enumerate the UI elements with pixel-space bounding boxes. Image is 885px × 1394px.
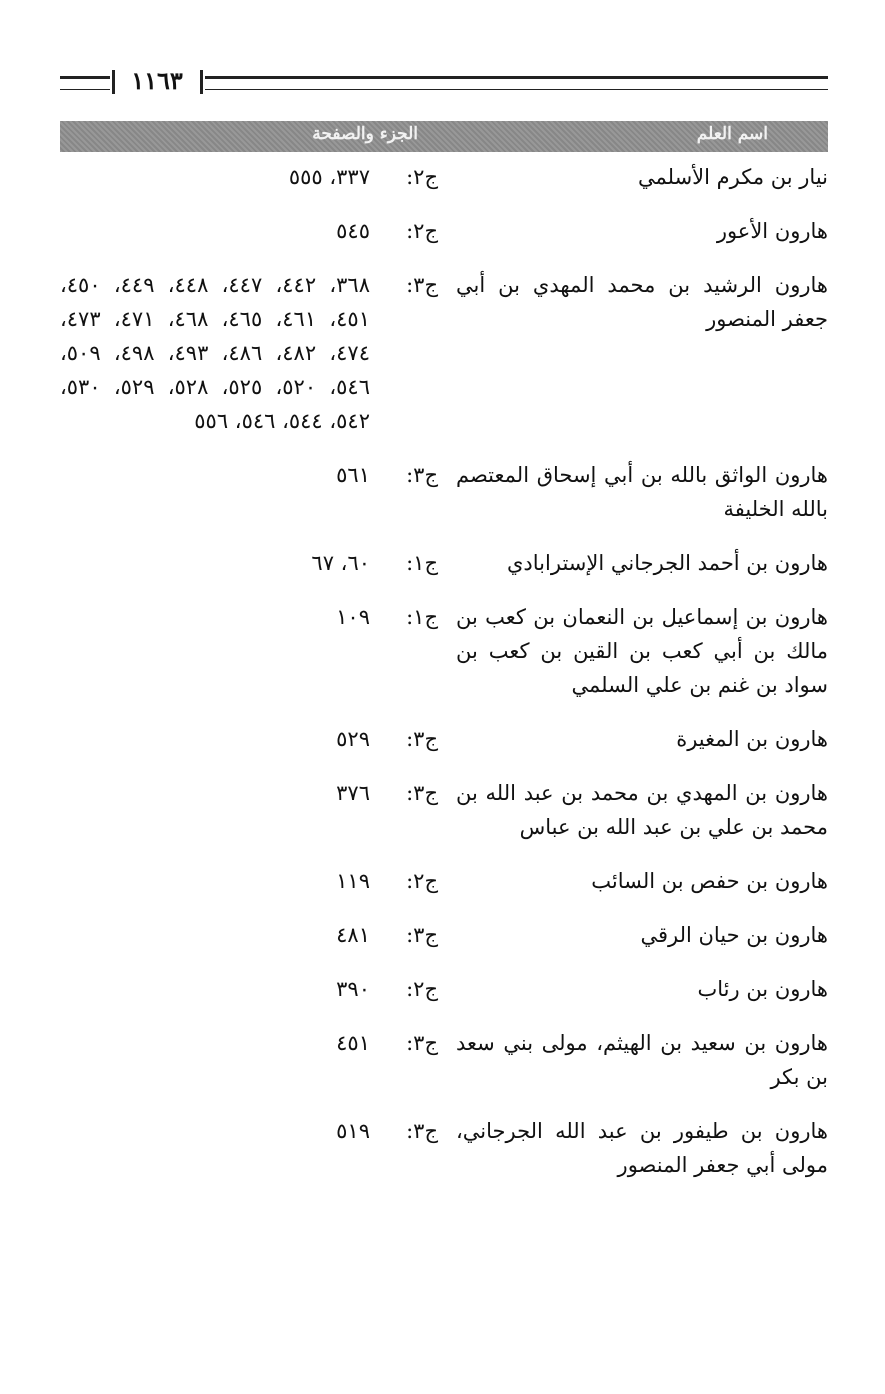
entry-reference — [60, 1114, 456, 1148]
entry-pages: ١٠٩ — [336, 605, 370, 629]
entry-name: هارون بن المهدي بن محمد بن عبد الله بن محمد بن علي بن عبد الله بن عباس — [456, 781, 828, 839]
entry-name: هارون بن أحمد الجرجاني الإسترابادي — [507, 551, 828, 575]
index-entry — [60, 1026, 828, 1094]
header-rule-left — [60, 76, 110, 90]
entry-pages: ٣٧٦ — [336, 781, 370, 805]
entry-reference — [60, 546, 456, 580]
entry-reference — [60, 458, 456, 492]
entry-pages: ١١٩ — [336, 869, 370, 893]
entry-pages: ٤٥١ — [336, 1031, 370, 1055]
entry-reference — [60, 918, 456, 952]
entry-name: نيار بن مكرم الأسلمي — [637, 165, 828, 189]
entry-pages: ٥٢٩ — [336, 727, 370, 751]
entry-volume: ج٢: — [406, 165, 438, 189]
index-entry — [60, 214, 828, 248]
entry-reference — [60, 776, 456, 810]
entry-pages: ٣٩٠ — [336, 977, 370, 1001]
entry-name: هارون بن إسماعيل بن النعمان بن كعب بن مالك بن أبي كعب بن القين بن كعب بن سواد بن غنم بن علي السلمي — [456, 605, 828, 697]
header-rule-right — [205, 76, 828, 90]
entry-name: هارون بن حيان الرقي — [640, 923, 828, 947]
entry-volume: ج٣: — [406, 463, 438, 487]
entry-volume: ج٣: — [406, 1031, 438, 1055]
entry-reference — [60, 600, 456, 634]
index-entry — [60, 600, 828, 702]
index-entry — [60, 458, 828, 526]
index-entry — [60, 722, 828, 756]
entry-volume: ج٣: — [406, 1119, 438, 1143]
column-header-name: اسم العلم — [696, 124, 768, 144]
entry-volume: ج٢: — [406, 869, 438, 893]
entry-name: هارون الأعور — [716, 219, 828, 243]
entry-volume: ج٢: — [406, 219, 438, 243]
entry-volume: ج٣: — [406, 781, 438, 805]
entry-volume: ج٣: — [406, 923, 438, 947]
column-header-ref: الجزء والصفحة — [312, 124, 418, 144]
header-rule-divider — [200, 70, 203, 94]
entry-name: هارون بن سعيد بن الهيثم، مولى بني سعد بن بكر — [456, 1031, 828, 1089]
entry-name: هارون بن المغيرة — [676, 727, 828, 751]
entry-volume: ج٢: — [406, 977, 438, 1001]
entry-reference — [60, 1026, 456, 1060]
entry-name: هارون بن طيفور بن عبد الله الجرجاني، مولى أبي جعفر المنصور — [456, 1119, 828, 1177]
entry-name: هارون الرشيد بن محمد المهدي بن أبي جعفر المنصور — [456, 273, 828, 331]
index-entry — [60, 546, 828, 580]
entry-reference — [60, 268, 456, 438]
index-entry — [60, 864, 828, 898]
index-entry — [60, 918, 828, 952]
index-entry — [60, 268, 828, 438]
entry-pages: ٥٦١ — [336, 463, 370, 487]
entry-volume: ج١: — [406, 551, 438, 575]
entry-pages: ٣٦٨، ٤٤٢، ٤٤٧، ٤٤٨، ٤٤٩، ٤٥٠، ٤٥١، ٤٦١، ٤٦٥، ٤٦٨، ٤٧١، ٤٧٣، ٤٧٤، ٤٨٢، ٤٨٦، ٤٩٣، ٤٩٨، ٥٠٩، ٥٤٦، ٥٢٠، ٥٢٥، ٥٢٨، ٥٢٩، ٥٣٠، ٥٤٢، ٥٤٤، ٥٤٦، ٥٥٦ — [60, 273, 370, 433]
entry-pages: ٥٤٥ — [336, 219, 370, 243]
entry-name: هارون الواثق بالله بن أبي إسحاق المعتصم بالله الخليفة — [456, 463, 828, 521]
entry-name: هارون بن رئاب — [697, 977, 828, 1001]
entry-name: هارون بن حفص بن السائب — [591, 869, 828, 893]
index-entry — [60, 160, 828, 194]
entry-pages: ٤٨١ — [336, 923, 370, 947]
entry-volume: ج١: — [406, 605, 438, 629]
header-rule-divider — [112, 70, 115, 94]
entry-reference — [60, 722, 456, 756]
running-header — [60, 68, 828, 98]
index-entry — [60, 1114, 828, 1182]
index-entries — [60, 160, 828, 1202]
entry-pages: ٣٣٧، ٥٥٥ — [288, 165, 370, 189]
index-entry — [60, 972, 828, 1006]
index-entry — [60, 776, 828, 844]
entry-reference — [60, 972, 456, 1006]
column-header-band — [60, 121, 828, 152]
entry-volume: ج٣: — [406, 727, 438, 751]
entry-pages: ٥١٩ — [336, 1119, 370, 1143]
entry-reference — [60, 160, 456, 194]
entry-volume: ج٣: — [406, 273, 438, 297]
page-number: ١١٦٣ — [131, 66, 183, 95]
entry-reference — [60, 864, 456, 898]
entry-reference — [60, 214, 456, 248]
entry-pages: ٦٠، ٦٧ — [311, 551, 370, 575]
